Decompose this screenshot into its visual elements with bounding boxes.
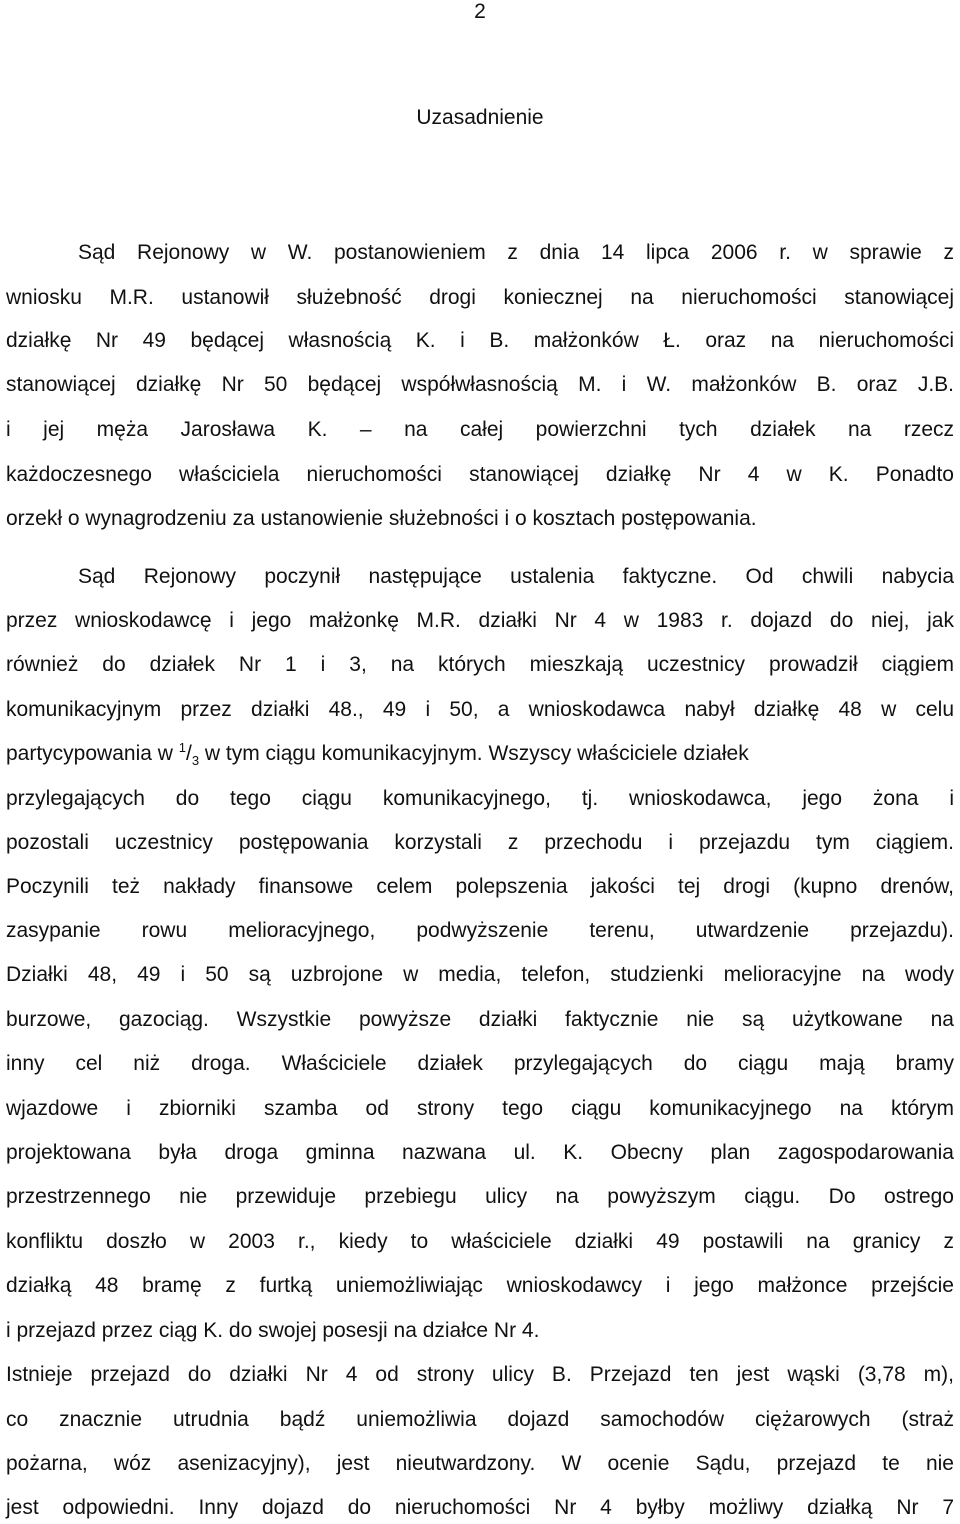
text-line: Działki 48, 49 i 50 są uzbrojone w media, telefon, studzienki melioracyjne na wody [6, 963, 954, 986]
text-line: konfliktu doszło w 2003 r., kiedy to właściciele działki 49 postawili na granicy z [6, 1230, 954, 1253]
text-line: inny cel niż droga. Właściciele działek przylegających do ciągu mają bramy [6, 1052, 954, 1075]
text-line: komunikacyjnym przez działki 48., 49 i 50, a wnioskodawca nabył działkę 48 w celu [6, 698, 954, 721]
text-line: przez wnioskodawcę i jego małżonkę M.R. działki Nr 4 w 1983 r. dojazd do niej, jak [6, 609, 954, 632]
text-line: i przejazd przez ciąg K. do swojej posesji na działce Nr 4. [6, 1319, 540, 1342]
text-line: wjazdowe i zbiorniki szamba od strony tego ciągu komunikacyjnego na którym [6, 1097, 954, 1120]
text-line: burzowe, gazociąg. Wszystkie powyższe działki faktycznie nie są użytkowane na [6, 1008, 954, 1031]
text-line: pozostali uczestnicy postępowania korzystali z przechodu i przejazdu tym ciągiem. [6, 831, 954, 854]
text-line: co znacznie utrudnia bądź uniemożliwia dojazd samochodów ciężarowych (straż [6, 1408, 954, 1431]
text-line: jest odpowiedni. Inny dojazd do nieruchomości Nr 4 byłby możliwy działką Nr 7 [6, 1496, 954, 1519]
text-line: działkę Nr 49 będącej własnością K. i B. małżonków Ł. oraz na nieruchomości [6, 329, 954, 352]
text-line: Poczynili też nakłady finansowe celem polepszenia jakości tej drogi (kupno drenów, [6, 875, 954, 898]
fraction-denominator: 3 [191, 753, 200, 769]
text-line: przylegających do tego ciągu komunikacyjnego, tj. wnioskodawca, jego żona i [6, 787, 954, 810]
text-line: i jej męża Jarosława K. – na całej powierzchni tych działek na rzecz [6, 418, 954, 441]
text-line: każdoczesnego właściciela nieruchomości stanowiącej działkę Nr 4 w K. Ponadto [6, 463, 954, 486]
page-number: 2 [474, 0, 486, 23]
text-line: wniosku M.R. ustanowił służebność drogi koniecznej na nieruchomości stanowiącej [6, 286, 954, 309]
text-line: Sąd Rejonowy poczynił następujące ustalenia faktyczne. Od chwili nabycia [78, 565, 954, 588]
text-line-fraction [6, 741, 954, 767]
text-line: Sąd Rejonowy w W. postanowieniem z dnia 14 lipca 2006 r. w sprawie z [78, 241, 954, 264]
text-line: stanowiącej działkę Nr 50 będącej współwłasnością M. i W. małżonków B. oraz J.B. [6, 373, 954, 396]
text-segment: w tym ciągu komunikacyjnym. Wszyscy właściciele działek [199, 742, 749, 765]
text-line: również do działek Nr 1 i 3, na których mieszkają uczestnicy prowadził ciągiem [6, 653, 954, 676]
fraction-slash: / [185, 742, 192, 765]
text-line: zasypanie rowu melioracyjnego, podwyższenie terenu, utwardzenie przejazdu). [6, 919, 954, 942]
text-line: orzekł o wynagrodzeniu za ustanowienie służebności i o kosztach postępowania. [6, 507, 757, 530]
text-line: pożarna, wóz asenizacyjny), jest nieutwardzony. W ocenie Sądu, przejazd te nie [6, 1452, 954, 1475]
fraction-numerator: 1 [178, 740, 186, 755]
text-line: działką 48 bramę z furtką uniemożliwiając wnioskodawcy i jego małżonce przejście [6, 1274, 954, 1297]
text-line: Istnieje przejazd do działki Nr 4 od strony ulicy B. Przejazd ten jest wąski (3,78 m), [6, 1363, 954, 1386]
text-line: projektowana była droga gminna nazwana ul. K. Obecny plan zagospodarowania [6, 1141, 954, 1164]
text-segment [6, 741, 749, 767]
text-segment: partycypowania w [6, 742, 179, 765]
text-line: przestrzennego nie przewiduje przebiegu ulicy na powyższym ciągu. Do ostrego [6, 1185, 954, 1208]
document-title: Uzasadnienie [416, 106, 544, 129]
